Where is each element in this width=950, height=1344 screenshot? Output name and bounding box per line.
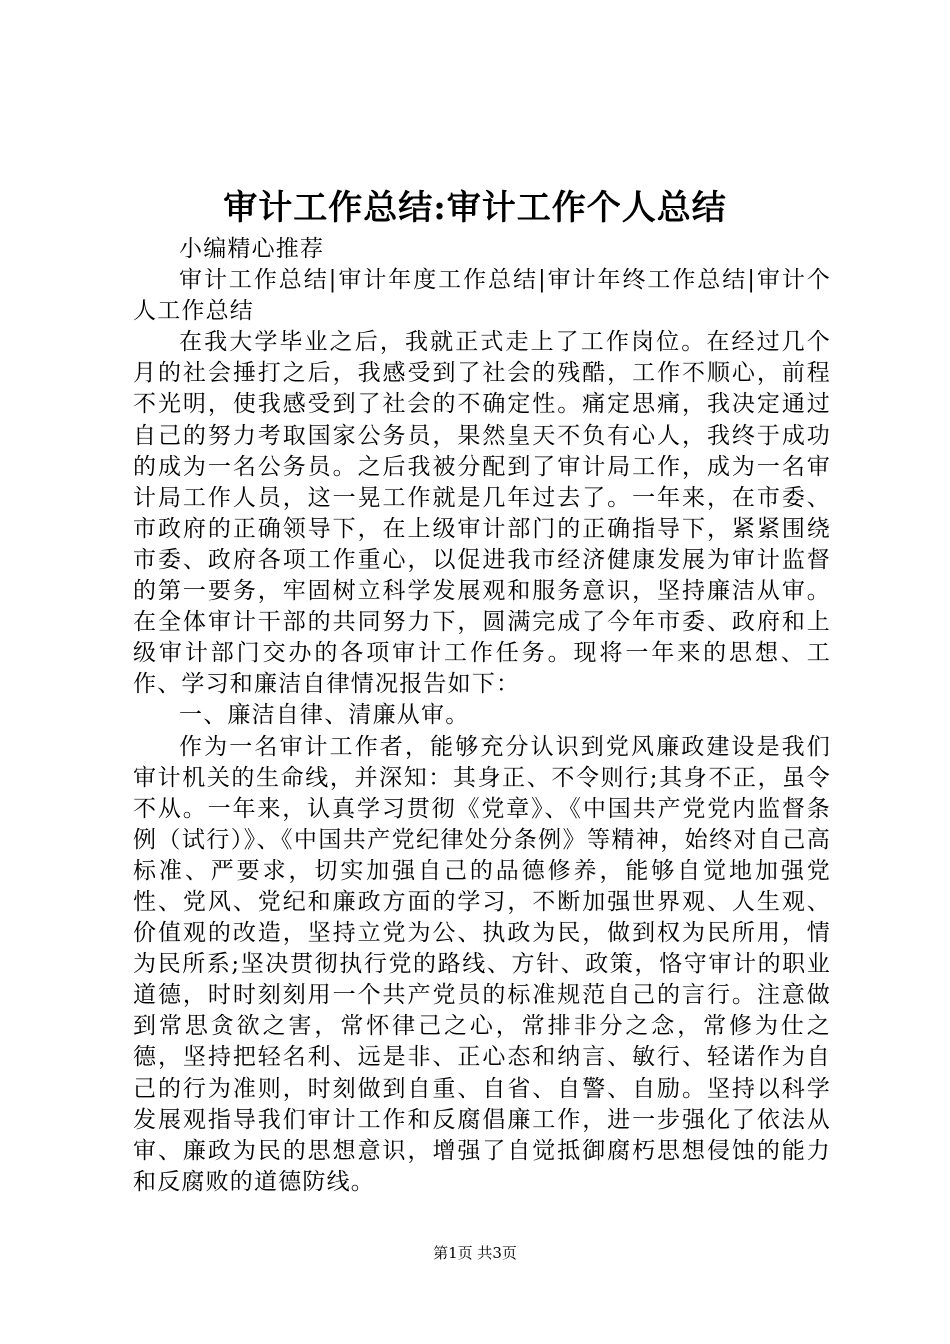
page-footer: 第1页 共3页: [433, 1244, 517, 1262]
related-links-line: 审计工作总结|审计年度工作总结|审计年终工作总结|审计个人工作总结: [133, 267, 831, 325]
section-paragraph-1: 作为一名审计工作者，能够充分认识到党风廉政建设是我们审计机关的生命线，并深知：其身正、不令则行;其身不正，虽令不从。一年来，认真学习贯彻《党章》、《中国共产党党内监督条例（试行）》、《中国共产党纪律处分条例》等精神，始终对自己高标准、严要求，切实加强自己的品德修养，能够自觉地加强党性、党风、党纪和廉政方面的学习，不断加强世界观、人生观、价值观的改造，坚持立党为公、执政为民，做到权为民所用，情为民所系;坚决贯彻执行党的路线、方针、政策，恪守审计的职业道德，时时刻刻用一个共产党员的标准规范自己的言行。注意做到常思贪欲之害，常怀律己之心，常排非分之念，常修为仕之德，坚持把轻名利、远是非、正心态和纳言、敏行、轻诺作为自己的行为准则，时刻做到自重、自省、自警、自励。坚持以科学发展观指导我们审计工作和反腐倡廉工作，进一步强化了依法从审、廉政为民的思想意识，增强了自觉抵御腐朽思想侵蚀的能力和反腐败的道德防线。: [133, 733, 831, 1195]
intro-paragraph: 在我大学毕业之后，我就正式走上了工作岗位。在经过几个月的社会捶打之后，我感受到了社会的残酷，工作不顺心，前程不光明，使我感受到了社会的不确定性。痛定思痛，我决定通过自己的努力考取国家公务员，果然皇天不负有心人，我终于成功的成为一名公务员。之后我被分配到了审计局工作，成为一名审计局工作人员，这一晃工作就是几年过去了。一年来，在市委、市政府的正确领导下，在上级审计部门的正确指导下，紧紧围绕市委、政府各项工作重心，以促进我市经济健康发展为审计监督的第一要务，牢固树立科学发展观和服务意识，坚持廉洁从审。在全体审计干部的共同努力下，圆满完成了今年市委、政府和上级审计部门交办的各项审计工作任务。现将一年来的思想、工作、学习和廉洁自律情况报告如下：: [133, 329, 831, 698]
document-title: 审计工作总结:审计工作个人总结: [223, 188, 727, 228]
section-heading-1: 一、廉洁自律、清廉从审。: [179, 702, 470, 729]
document-body: [133, 234, 831, 1198]
recommend-line: 小编精心推荐: [179, 236, 325, 262]
